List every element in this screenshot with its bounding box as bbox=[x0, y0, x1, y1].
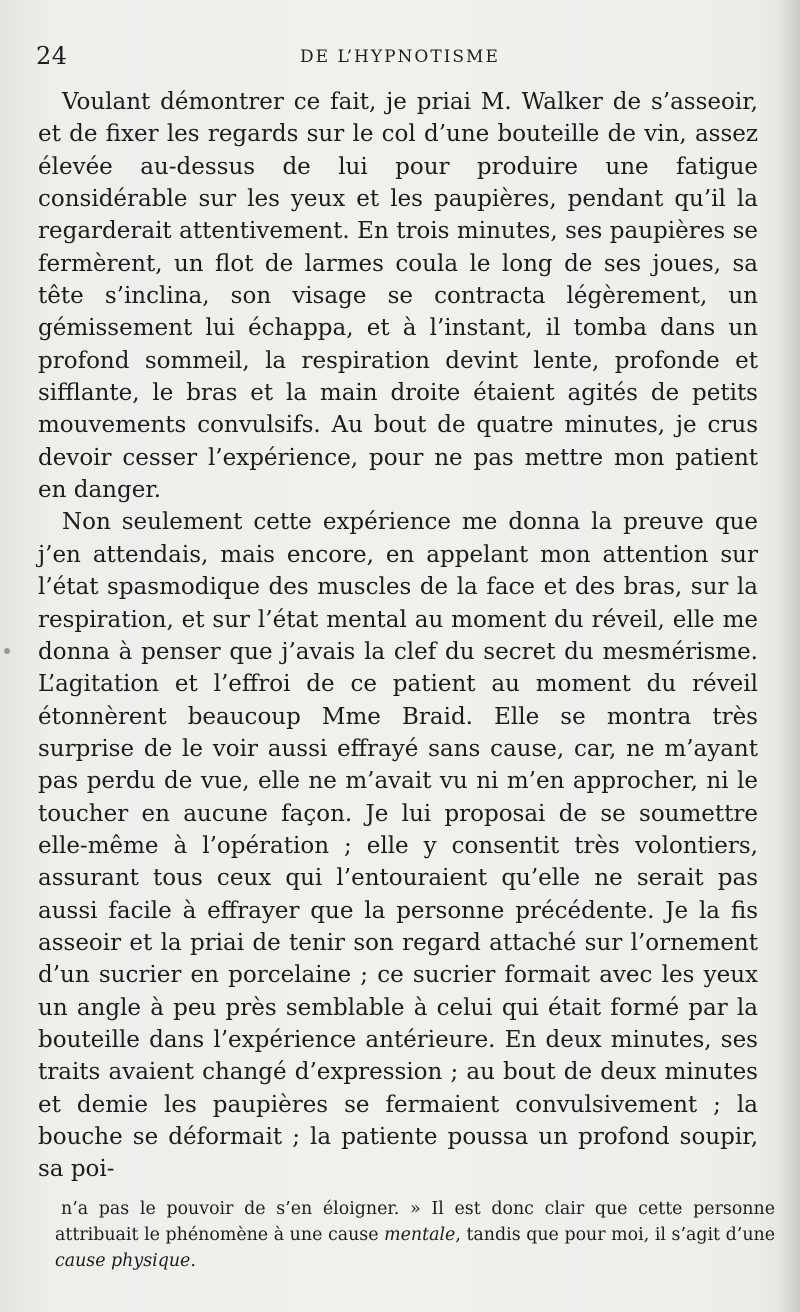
footnote-text: . bbox=[190, 1251, 196, 1271]
footnote-text: , tandis que pour moi, il s’agit d’une bbox=[455, 1225, 776, 1245]
footnote-italic: mentale bbox=[384, 1225, 456, 1245]
paragraph: Voulant démontrer ce fait, je priai M. Walker de s’asseoir, et de fixer les regards sur le col d’une bouteille de vin, assez élevée au-dessus de lui pour produire une fatigue considérable sur les yeux et les paupières, pendant qu’il la regarderait attentivement. En trois minutes, ses paupières se fermèrent, un flot de larmes coula le long de ses joues, sa tête s’inclina, son visage se contracta légèrement, un gémissement lui échappa, et à l’instant, il tomba dans un profond sommeil, la respiration devint lente, profonde et sifflante, le bras et la main droite étaient agités de petits mouvements convulsifs. Au bout de quatre minutes, je crus devoir cesser l’expérience, pour ne pas mettre mon patient en danger. bbox=[38, 89, 758, 504]
ink-speck bbox=[4, 648, 10, 654]
main-text bbox=[38, 86, 758, 1186]
running-title: DE L’HYPNOTISME bbox=[300, 47, 500, 67]
page-header bbox=[36, 42, 766, 72]
page-edge-shadow bbox=[778, 0, 800, 1312]
page-number: 24 bbox=[36, 42, 68, 70]
footnote bbox=[55, 1196, 775, 1274]
footnote-text: n’a pas le pouvoir de s’en éloigner. » Il est donc clair que cette personne attribuait le phénomène à une cause bbox=[55, 1199, 775, 1245]
paragraph: Non seulement cette expérience me donna la preuve que j’en attendais, mais encore, en appelant mon attention sur l’état spasmodique des muscles de la face et des bras, sur la respiration, et sur l’état mental au moment du réveil, elle me donna à penser que j’avais la clef du secret du mesmérisme. L’agitation et l’effroi de ce patient au moment du réveil étonnèrent beaucoup Mme Braid. Elle se montra très surprise de le voir aussi effrayé sans cause, car, ne m’ayant pas perdu de vue, elle ne m’avait vu ni m’en approcher, ni le toucher en aucune façon. Je lui proposai de se soumettre elle-même à l’opération ; elle y consentit très volontiers, assurant tous ceux qui l’entouraient qu’elle ne serait pas aussi facile à effrayer que la personne précédente. Je la fis asseoir et la priai de tenir son regard attaché sur l’ornement d’un sucrier en porcelaine ; ce sucrier formait avec les yeux un angle à peu près semblable à celui qui était formé par la bouteille dans l’expérience antérieure. En deux minutes, ses traits avaient changé d’expression ; au bout de deux minutes et demie les paupières se fermaient convulsivement ; la bouche se déformait ; la patiente poussa un profond soupir, sa poi- bbox=[38, 509, 758, 1183]
footnote-italic: cause physique bbox=[55, 1251, 191, 1271]
